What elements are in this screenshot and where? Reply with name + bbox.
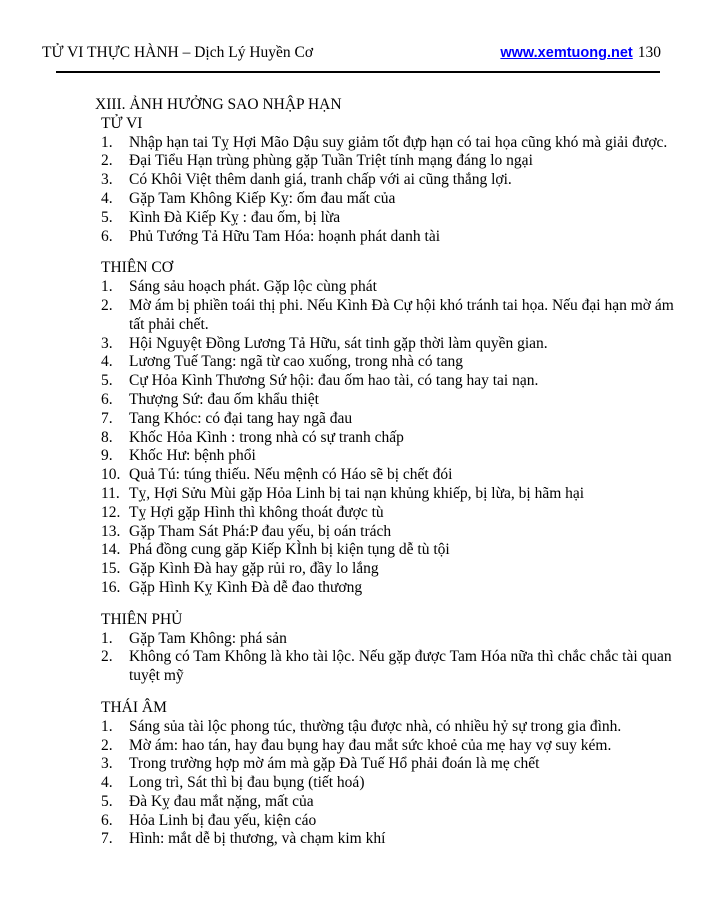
item-number: 3. xyxy=(101,755,113,773)
item-number: 6. xyxy=(101,390,113,408)
document-body xyxy=(95,96,675,849)
item-text: Hội Nguyệt Đồng Lương Tả Hữu, sát tinh gặp thời làm quyền gian. xyxy=(129,334,548,352)
item-number: 3. xyxy=(101,171,113,189)
section-heading: TỬ VI xyxy=(101,114,143,132)
list-item xyxy=(95,812,675,831)
item-number: 13. xyxy=(101,522,121,540)
item-text: Không có Tam Không là kho tài lộc. Nếu gặp được Tam Hóa nữa thì chắc chắc tài quan tuyệt mỹ xyxy=(129,648,672,685)
item-text: Long trì, Sát thì bị đau bụng (tiết hoá) xyxy=(129,774,365,792)
list-item xyxy=(95,630,675,649)
list-item xyxy=(95,737,675,756)
list-item xyxy=(95,718,675,737)
item-number: 4. xyxy=(101,774,113,792)
list-item xyxy=(95,504,675,523)
item-number: 5. xyxy=(101,372,113,390)
list-item xyxy=(95,410,675,429)
item-text: Kình Đà Kiếp Kỵ : đau ốm, bị lừa xyxy=(129,208,341,226)
item-number: 2. xyxy=(101,648,113,666)
page-header xyxy=(0,0,705,62)
item-text: Tỵ, Hợi Sửu Mùi gặp Hỏa Linh bị tai nạn khủng khiếp, bị lừa, bị hãm hại xyxy=(129,484,585,502)
item-number: 5. xyxy=(101,208,113,226)
item-text: Nhập hạn tai Tỵ Hợi Mão Dậu suy giảm tốt đựp hạn có tai họa cũng khó mà giải được. xyxy=(129,133,668,151)
item-number: 9. xyxy=(101,447,113,465)
list-item xyxy=(95,335,675,354)
item-text: Phủ Tướng Tả Hữu Tam Hóa: hoạnh phát danh tài xyxy=(129,227,441,245)
section xyxy=(95,699,675,849)
section-heading: THIÊN PHỦ xyxy=(101,610,183,628)
item-number: 15. xyxy=(101,560,121,578)
item-number: 1. xyxy=(101,629,113,647)
header-right xyxy=(500,44,661,62)
item-text: Có Khôi Việt thêm danh giá, tranh chấp với ai cũng thắng lợi. xyxy=(129,171,512,189)
list-item xyxy=(95,297,675,335)
section xyxy=(95,115,675,247)
list-item xyxy=(95,209,675,228)
item-number: 8. xyxy=(101,428,113,446)
list-item xyxy=(95,793,675,812)
list-item xyxy=(95,391,675,410)
item-number: 5. xyxy=(101,792,113,810)
header-link[interactable]: www.xemtuong.net xyxy=(500,45,633,61)
item-text: Gặp Kình Đà hay gặp rủi ro, đầy lo lắng xyxy=(129,560,379,578)
list-item xyxy=(95,447,675,466)
item-text: Trong trường hợp mờ ám mà gặp Đà Tuế Hổ phải đoán là mẹ chết xyxy=(129,755,540,773)
item-text: Khốc Hư: bệnh phổi xyxy=(129,447,256,465)
list-item xyxy=(95,830,675,849)
item-number: 1. xyxy=(101,278,113,296)
item-number: 7. xyxy=(101,830,113,848)
list-item xyxy=(95,755,675,774)
item-text: Lương Tuế Tang: ngã từ cao xuống, trong nhà có tang xyxy=(129,353,464,371)
list-item xyxy=(95,372,675,391)
section-heading: THÁI ÂM xyxy=(101,698,167,716)
list-item xyxy=(95,579,675,598)
item-number: 1. xyxy=(101,717,113,735)
list-item xyxy=(95,560,675,579)
item-number: 14. xyxy=(101,541,121,559)
list-item xyxy=(95,523,675,542)
list-item xyxy=(95,228,675,247)
item-text: Phá đồng cung găp Kiếp KÌnh bị kiện tụng dễ tù tội xyxy=(129,541,450,559)
list-item xyxy=(95,648,675,686)
item-number: 10. xyxy=(101,466,121,484)
item-text: Gặp Tam Không Kiếp Kỵ: ốm đau mất của xyxy=(129,189,396,207)
item-text: Đại Tiểu Hạn trùng phùng gặp Tuần Triệt tính mạng đáng lo ngại xyxy=(129,152,533,170)
item-text: Mờ ám: hao tán, hay đau bụng hay đau mắt sức khoẻ của mẹ hay vợ suy kém. xyxy=(129,736,612,754)
item-text: Hình: mắt dễ bị thương, và chạm kim khí xyxy=(129,830,386,848)
item-text: Gặp Tam Không: phá sản xyxy=(129,629,287,647)
list-item xyxy=(95,190,675,209)
item-text: Gặp Tham Sát Phá:P đau yếu, bị oán trách xyxy=(129,522,392,540)
item-text: Quả Tú: túng thiếu. Nếu mệnh có Háo sẽ bị chết đói xyxy=(129,466,453,484)
item-number: 4. xyxy=(101,189,113,207)
item-text: Sáng sủa tài lộc phong túc, thường tậu được nhà, có nhiều hỷ sự trong gia đình. xyxy=(129,717,622,735)
list-item xyxy=(95,466,675,485)
list-item xyxy=(95,429,675,448)
header-rule xyxy=(56,71,660,73)
item-number: 4. xyxy=(101,353,113,371)
item-number: 6. xyxy=(101,227,113,245)
list-item xyxy=(95,485,675,504)
item-number: 1. xyxy=(101,133,113,151)
item-number: 3. xyxy=(101,334,113,352)
section xyxy=(95,259,675,597)
item-number: 2. xyxy=(101,296,113,314)
item-number: 12. xyxy=(101,503,121,521)
item-text: Cự Hỏa Kình Thương Sứ hội: đau ốm hao tài, có tang hay tai nạn. xyxy=(129,372,539,390)
header-title: TỬ VI THỰC HÀNH – Dịch Lý Huyền Cơ xyxy=(42,44,314,61)
sections-container xyxy=(95,115,675,849)
item-number: 16. xyxy=(101,578,121,596)
section xyxy=(95,611,675,686)
item-text: Tỵ Hợi gặp Hình thì không thoát được tù xyxy=(129,503,384,521)
item-text: Hỏa Linh bị đau yếu, kiện cáo xyxy=(129,811,317,829)
item-text: Mờ ám bị phiền toái thị phi. Nếu Kình Đà Cự hội khó tránh tai họa. Nếu đại hạn mờ ám tất phải chết. xyxy=(129,296,674,333)
item-number: 2. xyxy=(101,152,113,170)
item-text: Thượng Sứ: đau ốm khẩu thiệt xyxy=(129,390,319,408)
section-heading: THIÊN CƠ xyxy=(101,259,173,277)
page-number: 130 xyxy=(637,44,661,61)
list-item xyxy=(95,171,675,190)
item-text: Gặp Hình Kỵ Kình Đà dễ đao thương xyxy=(129,578,363,596)
item-text: Sáng sảu hoạch phát. Gặp lộc cùng phát xyxy=(129,278,377,296)
list-item xyxy=(95,278,675,297)
item-text: Tang Khóc: có đại tang hay ngã đau xyxy=(129,409,353,427)
page-title: XIII. ẢNH HƯỞNG SAO NHẬP HẠN xyxy=(95,96,342,113)
list-item xyxy=(95,353,675,372)
item-number: 2. xyxy=(101,736,113,754)
list-item xyxy=(95,541,675,560)
item-number: 6. xyxy=(101,811,113,829)
item-number: 11. xyxy=(101,484,120,502)
item-text: Khốc Hỏa Kình : trong nhà có sự tranh chấp xyxy=(129,428,404,446)
list-item xyxy=(95,134,675,153)
list-item xyxy=(95,152,675,171)
item-text: Đà Kỵ đau mắt nặng, mất của xyxy=(129,792,314,810)
item-number: 7. xyxy=(101,409,113,427)
list-item xyxy=(95,774,675,793)
